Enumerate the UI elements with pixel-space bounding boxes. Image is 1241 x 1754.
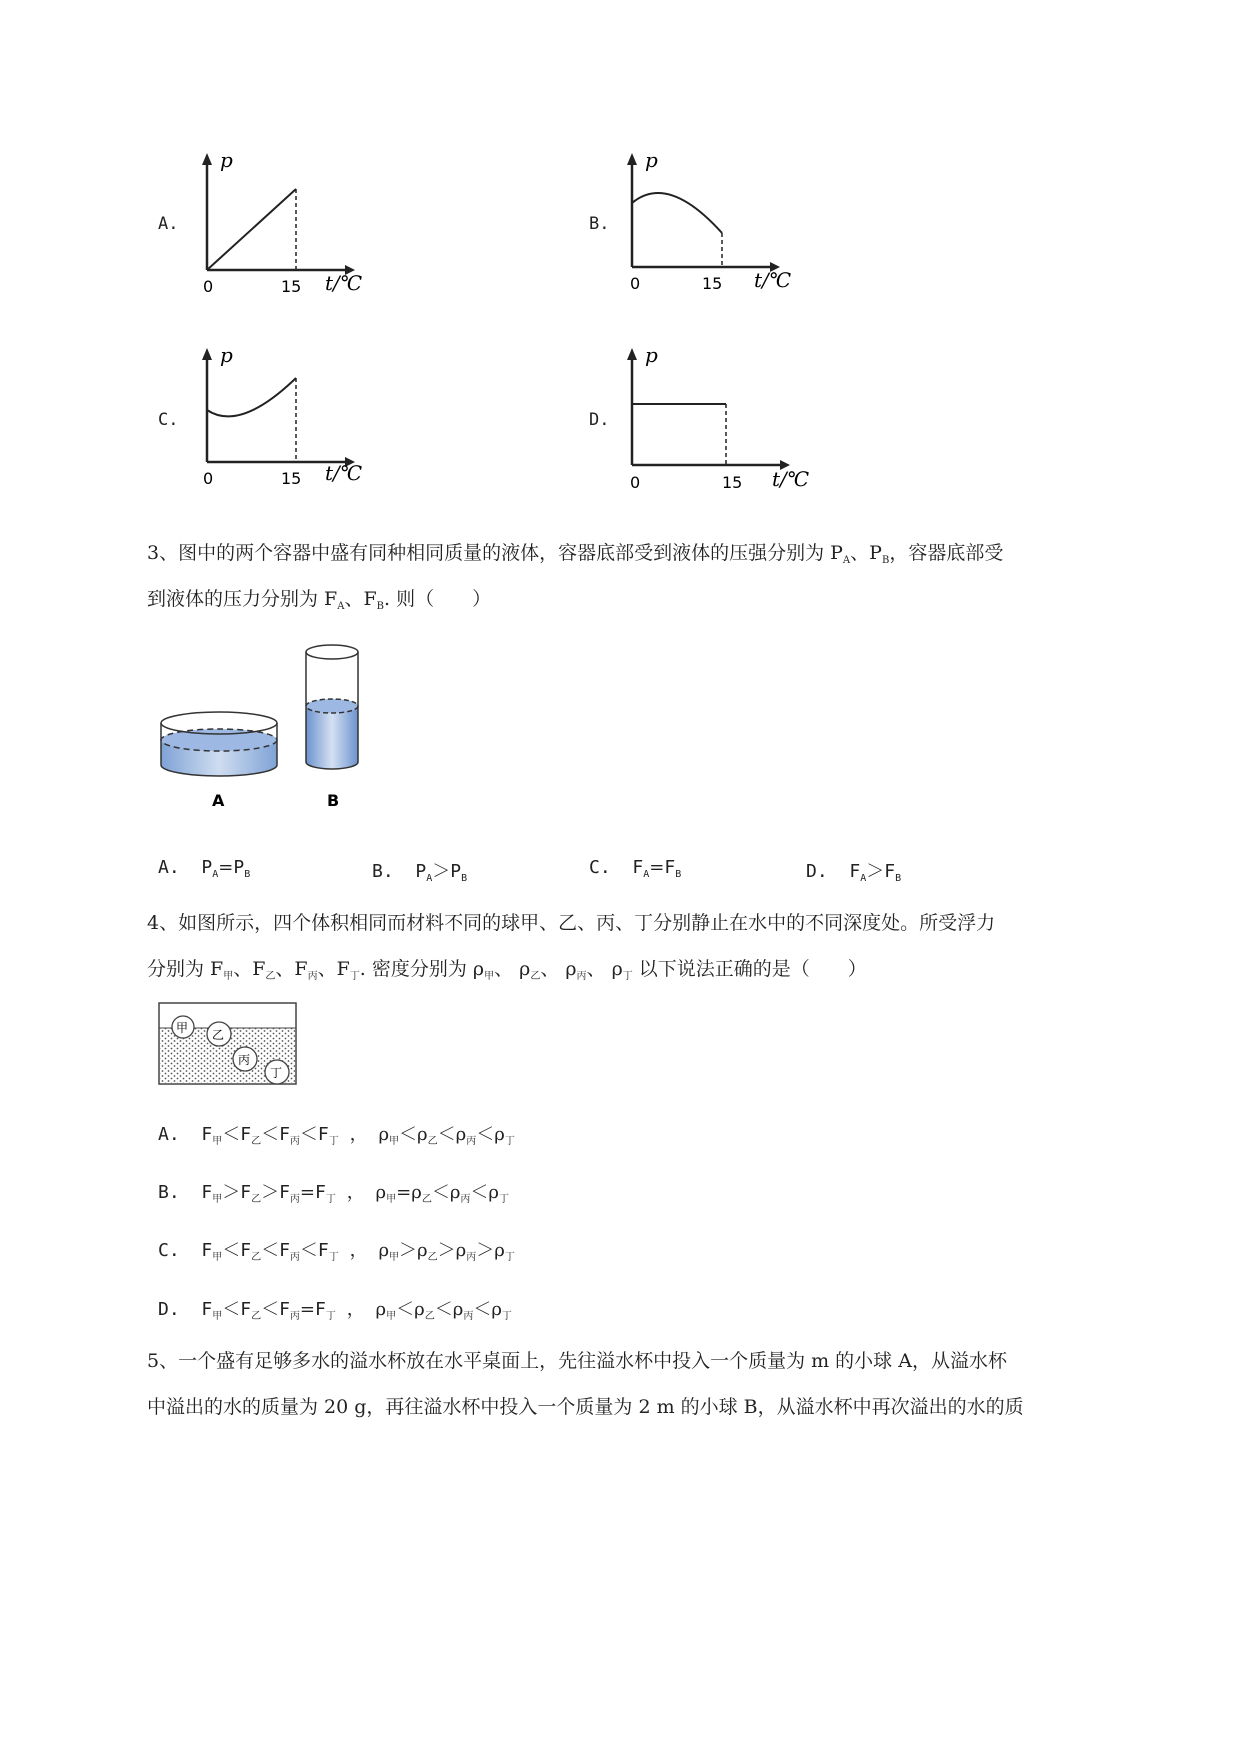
ball-jia: 甲 — [176, 1021, 189, 1035]
q3-option-a: A. $P_A=P_B$ — [158, 857, 251, 880]
q3-option-c: C. $F_A=F_B$ — [589, 857, 682, 880]
graph-a-y-label: p — [220, 148, 233, 172]
option-c-label: C. — [158, 410, 179, 430]
graph-d-y-label: p — [645, 343, 658, 367]
q3-text: 3、图中的两个容器中盛有同种相同质量的液体，容器底部受到液体的压强分别为 $P_A$、$P_B$，容器底部受 到液体的压力分别为 $F_A$、$F_B$. 则（ ） — [147, 542, 1004, 612]
q4-option-b: B. $F_甲>F_乙>F_丙=F_丁$ ， $\rho_甲=\rho_乙<\rho_丙<\rho_丁$ — [158, 1182, 509, 1205]
graph-c-x-label: t/℃ — [325, 461, 363, 485]
q4-option-d: D. $F_甲<F_乙<F_丙=F_丁$ ， $\rho_甲<\rho_乙<\rho_丙<\rho_丁$ — [158, 1299, 512, 1322]
ball-yi: 乙 — [212, 1028, 225, 1042]
q3-option-d: D. $F_A>F_B$ — [806, 861, 902, 884]
option-b-label: B. — [589, 214, 610, 234]
graph-d-origin: 0 — [630, 473, 641, 492]
graph-d-tick: 15 — [722, 473, 743, 492]
graph-a-origin: 0 — [203, 277, 214, 296]
q4-option-a: A. $F_甲<F_乙<F_丙<F_丁$ ， $\rho_甲<\rho_乙<\rho_丙<\rho_丁$ — [158, 1124, 515, 1147]
graph-d — [620, 340, 810, 500]
graph-b-y-label: p — [645, 148, 658, 172]
graph-c-origin: 0 — [203, 469, 214, 488]
graph-b — [620, 145, 795, 300]
graph-b-x-label: t/℃ — [754, 268, 792, 292]
graph-a-tick: 15 — [281, 277, 302, 296]
graph-b-tick: 15 — [702, 274, 723, 293]
graph-b-origin: 0 — [630, 274, 641, 293]
graph-a-x-label: t/℃ — [325, 271, 363, 295]
containers-figure — [155, 640, 375, 820]
option-a-label: A. — [158, 214, 179, 234]
graph-c-tick: 15 — [281, 469, 302, 488]
option-d-label: D. — [589, 410, 610, 430]
container-b-label: B — [327, 791, 340, 810]
ball-ding: 丁 — [270, 1066, 283, 1080]
q5-text: 5、一个盛有足够多水的溢水杯放在水平桌面上，先往溢水杯中投入一个质量为 m 的小球 A，从溢水杯 中溢出的水的质量为 20 g，再往溢水杯中投入一个质量为 2 m 的小球 B，从溢水杯中再次溢出的水的质 — [147, 1350, 1024, 1418]
q4-text: 4、如图所示，四个体积相同而材料不同的球甲、乙、丙、丁分别静止在水中的不同深度处。所受浮力 分别为 $F_甲$、$F_乙$、$F_丙$、$F_丁$. 密度分别为 $\rho_甲$、 $\rho_乙$、 $\rho_丙$、 $\rho_丁$ 以下说法正确的是（ ） — [147, 912, 996, 982]
graph-c-y-label: p — [220, 343, 233, 367]
ball-bing: 丙 — [238, 1053, 251, 1067]
q3-option-b: B. $P_A>P_B$ — [372, 861, 468, 884]
graph-c — [195, 340, 370, 495]
graph-d-x-label: t/℃ — [772, 467, 810, 491]
q4-option-c: C. $F_甲<F_乙<F_丙<F_丁$ ， $\rho_甲>\rho_乙>\rho_丙>\rho_丁$ — [158, 1240, 515, 1263]
container-a-label: A — [212, 791, 225, 810]
graph-a — [195, 145, 370, 300]
balls-figure — [158, 1002, 298, 1086]
